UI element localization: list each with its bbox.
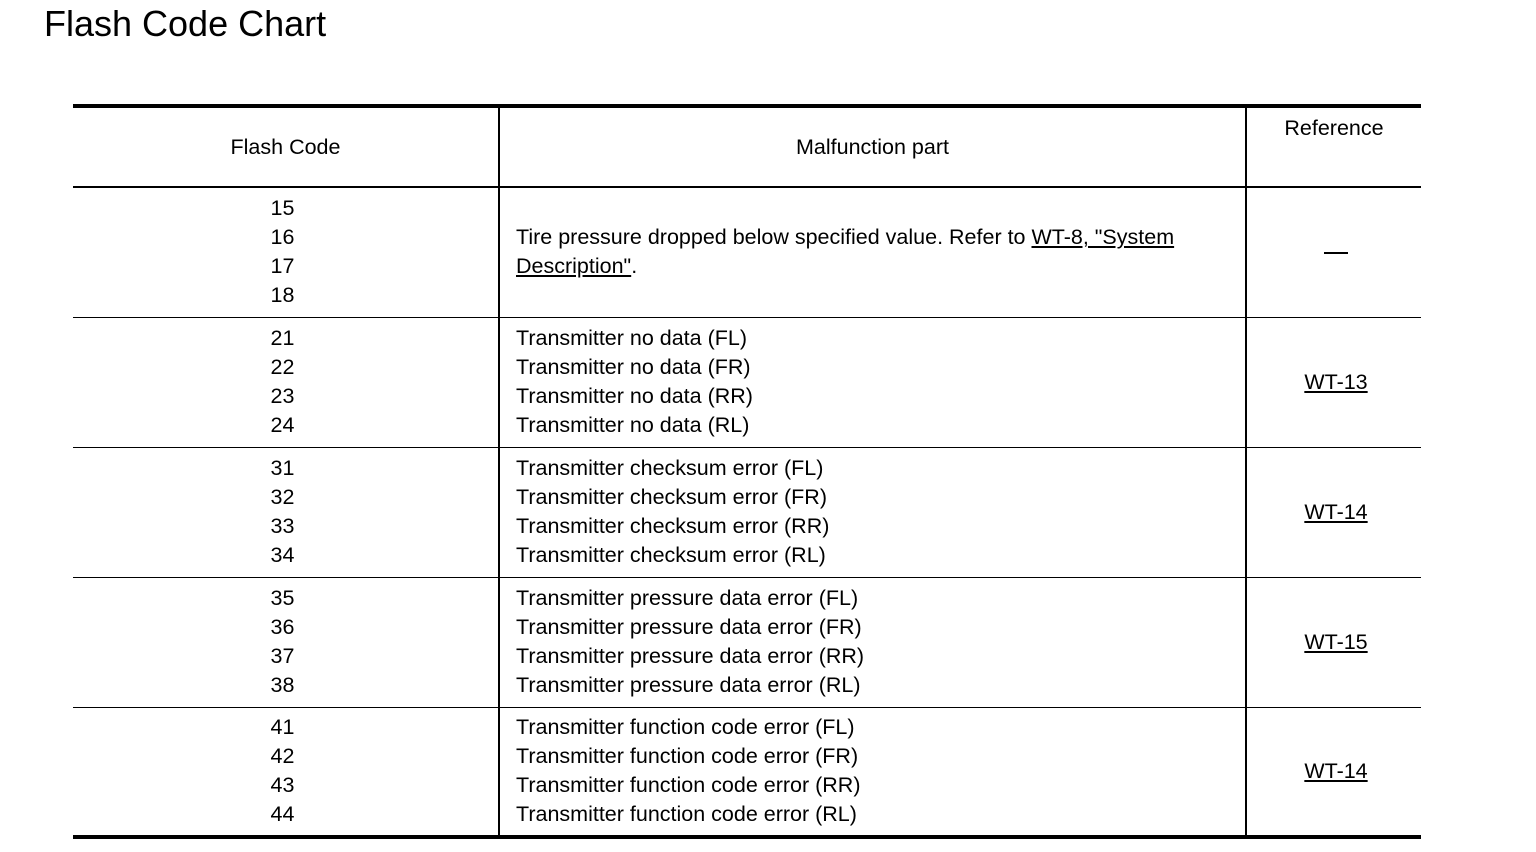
malfunction-part: Transmitter function code error (RL): [516, 802, 857, 827]
system-description-link[interactable]: WT-8, "System Description": [516, 225, 1175, 279]
flash-code: 38: [270, 673, 295, 697]
reference-cell: [1246, 447, 1421, 577]
malfunction-part: Transmitter checksum error (RL): [516, 543, 826, 567]
reference-cell: [1246, 187, 1421, 317]
flash-code: 37: [270, 644, 295, 668]
malfunction-part: Transmitter pressure data error (FR): [516, 615, 862, 639]
reference-link-wt-15[interactable]: WT-15: [1304, 629, 1368, 654]
flash-code: 15: [270, 196, 295, 221]
flash-code: 34: [270, 543, 295, 567]
flash-code-cell: [73, 577, 499, 707]
no-reference-dash: [1324, 252, 1348, 254]
malfunction-part-cell: [499, 187, 1246, 317]
flash-code-cell: [73, 447, 499, 577]
flash-code: 43: [270, 773, 295, 798]
flash-code: 36: [270, 615, 295, 639]
table-row: [73, 317, 1421, 447]
table-row: [73, 577, 1421, 707]
flash-code-cell: [73, 707, 499, 837]
reference-cell: [1246, 707, 1421, 837]
malfunction-part: Transmitter no data (RR): [516, 384, 753, 408]
flash-code-cell: [73, 187, 499, 317]
malfunction-part: Transmitter function code error (FR): [516, 744, 859, 769]
reference-link-wt-13[interactable]: WT-13: [1304, 369, 1368, 394]
reference-link-wt-14[interactable]: WT-14: [1304, 499, 1368, 524]
malfunction-part: Transmitter function code error (FL): [516, 715, 855, 740]
description-period: .: [631, 254, 638, 279]
flash-code: 31: [270, 456, 295, 480]
flash-code: 44: [270, 802, 295, 827]
malfunction-part: Transmitter pressure data error (FL): [516, 586, 859, 610]
flash-code: 32: [270, 485, 295, 509]
malfunction-part: Transmitter checksum error (RR): [516, 514, 830, 538]
flash-code-cell: [73, 317, 499, 447]
header-malfunction-part: Malfunction part: [499, 106, 1246, 187]
malfunction-part: Transmitter pressure data error (RL): [516, 673, 861, 697]
malfunction-part: Transmitter no data (FR): [516, 355, 751, 379]
malfunction-description: [516, 223, 1245, 281]
flash-code-table-container: [73, 104, 1421, 839]
malfunction-part-cell: [499, 577, 1246, 707]
malfunction-part: Transmitter no data (RL): [516, 413, 750, 437]
malfunction-part: Transmitter pressure data error (RR): [516, 644, 865, 668]
table-row: [73, 447, 1421, 577]
reference-cell: [1246, 577, 1421, 707]
flash-code: 17: [270, 254, 295, 279]
flash-code: 42: [270, 744, 295, 769]
malfunction-part-cell: [499, 317, 1246, 447]
flash-code: 16: [270, 225, 295, 250]
flash-code-table: [73, 104, 1421, 839]
malfunction-part: Transmitter checksum error (FR): [516, 485, 827, 509]
table-header-row: [73, 106, 1421, 187]
flash-code: 22: [270, 355, 295, 379]
flash-code: 18: [270, 283, 295, 308]
reference-link-wt-14[interactable]: WT-14: [1304, 758, 1368, 783]
malfunction-part-cell: [499, 707, 1246, 837]
header-flash-code: Flash Code: [73, 106, 499, 187]
malfunction-part: Transmitter checksum error (FL): [516, 456, 824, 480]
malfunction-part-cell: [499, 447, 1246, 577]
malfunction-part: Transmitter no data (FL): [516, 326, 747, 350]
flash-code: 21: [270, 326, 295, 350]
flash-code: 35: [270, 586, 295, 610]
description-text: Tire pressure dropped below specified value. Refer to: [516, 225, 1032, 250]
table-row: [73, 187, 1421, 317]
flash-code: 23: [270, 384, 295, 408]
flash-code: 41: [270, 715, 295, 740]
reference-cell: [1246, 317, 1421, 447]
header-reference: Reference: [1246, 106, 1421, 187]
malfunction-part: Transmitter function code error (RR): [516, 773, 861, 798]
page-title: Flash Code Chart: [44, 3, 327, 44]
flash-code: 33: [270, 514, 295, 538]
table-row: [73, 707, 1421, 837]
flash-code: 24: [270, 413, 295, 437]
